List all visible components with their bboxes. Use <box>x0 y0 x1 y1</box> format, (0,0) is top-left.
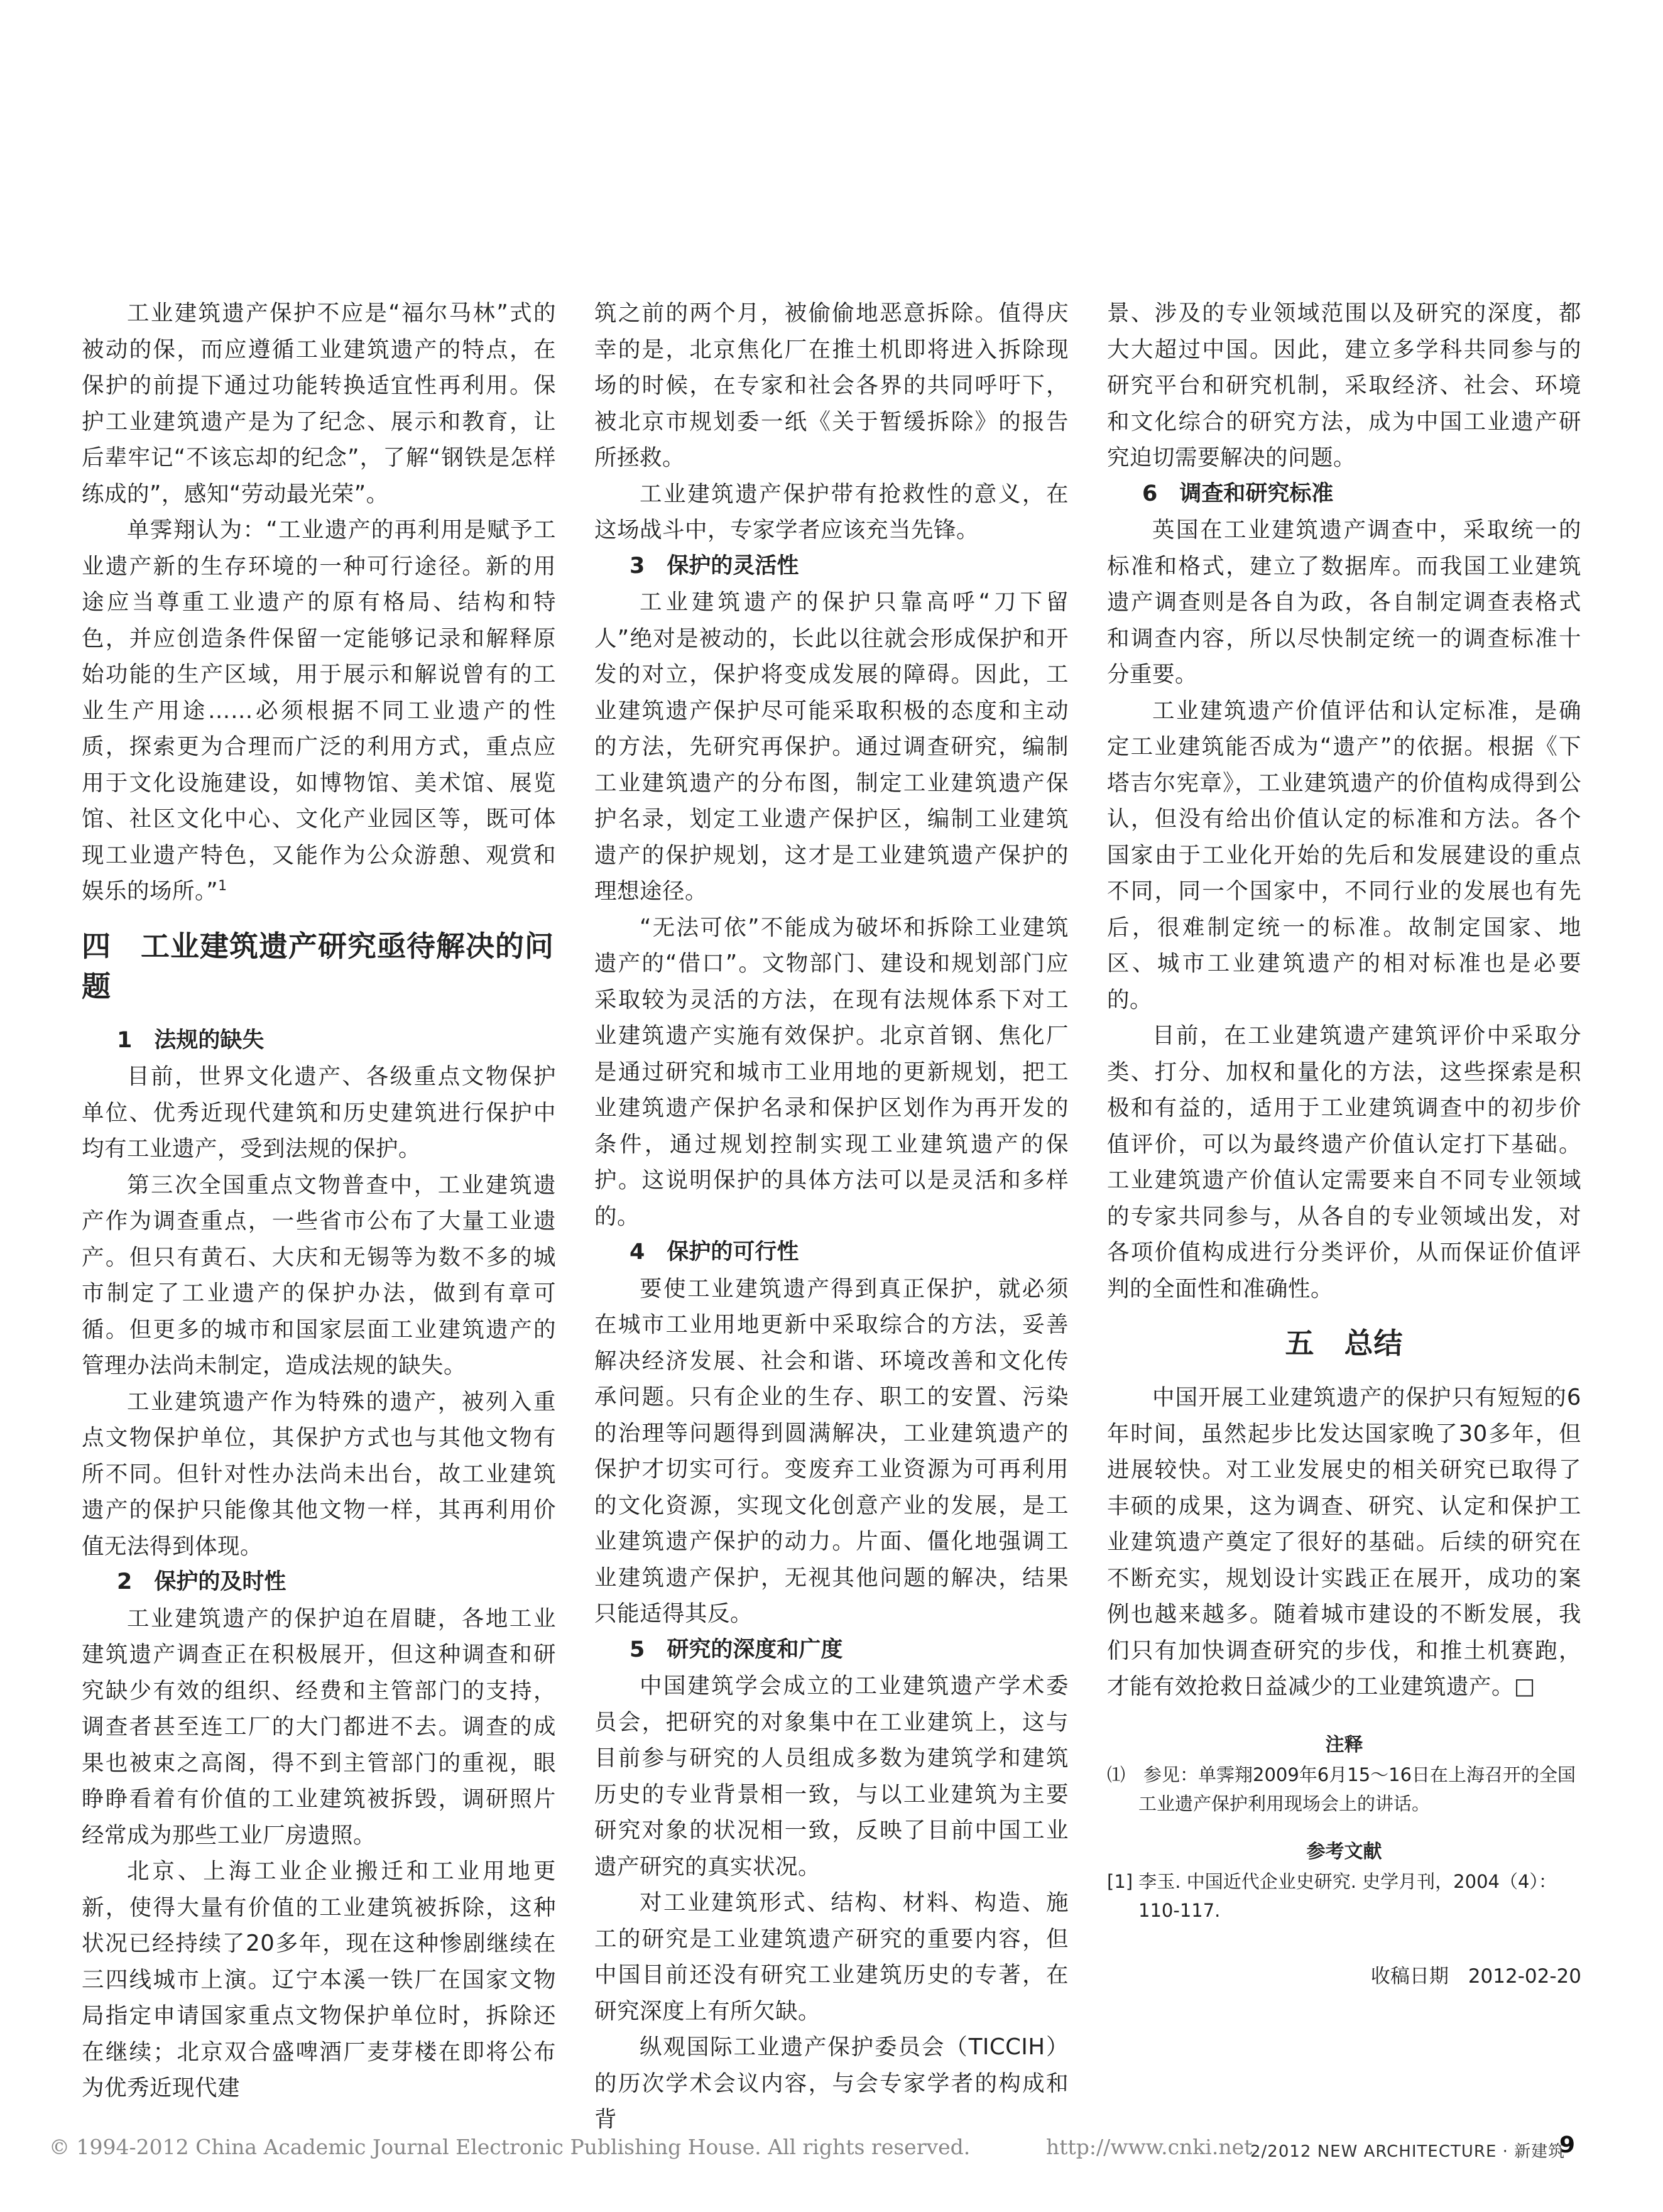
copyright-watermark: © 1994-2012 China Academic Journal Electronic Publishing House. All rights reserved. <box>49 2135 971 2159</box>
subsection-heading: 4 保护的可行性 <box>630 1239 799 1265</box>
paragraph: 北京、上海工业企业搬迁和工业用地更新，使得大量有价值的工业建筑被拆除，这种状况已经持续了20多年，现在这种惨剧继续在三四线城市上演。辽宁本溪一铁厂在国家文物局指定申请国家重点文物保护单位时，拆除还在继续；北京双合盛啤酒厂麦芽楼在即将公布为优秀近现代建 <box>82 1858 556 2101</box>
section-heading-4: 四 工业建筑遗产研究亟待解决的问题 <box>82 929 554 1003</box>
section-heading-5: 五 总结 <box>1285 1326 1404 1360</box>
received-date: 收稿日期 2012-02-20 <box>1370 1964 1581 1988</box>
paragraph: 工业建筑遗产的保护迫在眉睫，各地工业建筑遗产调查正在积极展开，但这种调查和研究缺少有效的组织、经费和主管部门的支持，调查者甚至连工厂的大门都进不去。调查的成果也被束之高阁，得不到主管部门的重视，眼睁睁看着有价值的工业建筑被拆毁，调研照片经常成为那些工业厂房遗照。 <box>82 1605 556 1848</box>
notes-title: 注释 <box>1325 1733 1363 1756</box>
footnote-ref: 1 <box>218 878 227 895</box>
paragraph: 纵观国际工业遗产保护委员会（TICCIH）的历次学术会议内容，与会专家学者的构成和背 <box>594 2034 1069 2132</box>
page-number: 9 <box>1559 2132 1576 2158</box>
subsection-heading: 2 保护的及时性 <box>117 1569 286 1594</box>
paragraph: 中国开展工业建筑遗产的保护只有短短的6年时间，虽然起步比发达国家晚了30多年，但进展较快。对工业发展史的相关研究已取得了丰硕的成果，这为调查、研究、认定和保护工业建筑遗产奠定了很好的基础。后续的研究在不断充实，规划设计实践正在展开，成功的案例也越来越多。随着城市建设的不断发展，我们只有加快调查研究的步伐，和推土机赛跑，才能有效抢救日益减少的工业建筑遗产。□ <box>1107 1385 1581 1699</box>
paragraph: 中国建筑学会成立的工业建筑遗产学术委员会，把研究的对象集中在工业建筑上，这与目前参与研究的人员组成多数为建筑学和建筑历史的专业背景相一致，与以工业建筑为主要研究对象的状况相一致，反映了目前中国工业遗产研究的真实状况。 <box>594 1673 1069 1880</box>
paragraph: 工业建筑遗产保护不应是“福尔马林”式的被动的保，而应遵循工业建筑遗产的特点，在保护的前提下通过功能转换适宜性再利用。保护工业建筑遗产是为了纪念、展示和教育，让后辈牢记“不该忘却的纪念”，了解“钢铁是怎样练成的”，感知“劳动最光荣”。 <box>82 300 556 507</box>
paragraph: 筑之前的两个月，被偷偷地恶意拆除。值得庆幸的是，北京焦化厂在推土机即将进入拆除现场的时候，在专家和社会各界的共同呼吁下，被北京市规划委一纸《关于暂缓拆除》的报告所拯救。 <box>594 300 1069 471</box>
subsection-heading: 6 调查和研究标准 <box>1142 481 1334 506</box>
references-title: 参考文献 <box>1306 1840 1382 1863</box>
reference-item: [1] 李玉. 中国近代企业史研究. 史学月刊，2004（4）：110-117. <box>1107 1870 1557 1921</box>
paragraph: “无法可依”不能成为破坏和拆除工业建筑遗产的“借口”。文物部门、建设和规划部门应采取较为灵活的方法，在现有法规体系下对工业建筑遗产实施有效保护。北京首钢、焦化厂是通过研究和城市工业用地的更新规划，把工业建筑遗产保护名录和保护区划作为再开发的条件，通过规划控制实现工业建筑遗产的保护。这说明保护的具体方法可以是灵活和多样的。 <box>594 914 1069 1229</box>
column-3 <box>1107 295 1581 1991</box>
cnki-url[interactable]: http://www.cnki.net <box>1046 2135 1253 2159</box>
subsection-heading: 5 研究的深度和广度 <box>630 1637 843 1662</box>
paragraph-quote <box>82 512 556 910</box>
subsection-heading: 3 保护的灵活性 <box>630 553 799 579</box>
paragraph: 工业建筑遗产价值评估和认定标准，是确定工业建筑能否成为“遗产”的依据。根据《下塔吉尔宪章》，工业建筑遗产的价值构成得到公认，但没有给出价值认定的标准和方法。各个国家由于工业化开始的先后和发展建设的重点不同，同一个国家中，不同行业的发展也有先后，很难制定统一的标准。故制定国家、地区、城市工业建筑遗产的相对标准也是必要的。 <box>1107 697 1581 1013</box>
subsection-heading: 1 法规的缺失 <box>117 1027 264 1053</box>
paragraph: 目前，世界文化遗产、各级重点文物保护单位、优秀近现代建筑和历史建筑进行保护中均有工业遗产，受到法规的保护。 <box>82 1064 556 1162</box>
note-item: ⑴ 参见：单霁翔2009年6月15～16日在上海召开的全国工业遗产保护利用现场会上的讲话。 <box>1107 1763 1576 1814</box>
paragraph: 工业建筑遗产作为特殊的遗产，被列入重点文物保护单位，其保护方式也与其他文物有所不同。但针对性办法尚未出台，故工业建筑遗产的保护只能像其他文物一样，其再利用价值无法得到体现。 <box>82 1388 556 1559</box>
paragraph: 工业建筑遗产的保护只靠高呼“刀下留人”绝对是被动的，长此以往就会形成保护和开发的对立，保护将变成发展的障碍。因此，工业建筑遗产保护尽可能采取积极的态度和主动的方法，先研究再保护。通过调查研究，编制工业建筑遗产的分布图，制定工业建筑遗产保护名录，划定工业遗产保护区，编制工业建筑遗产的保护规划，这才是工业建筑遗产保护的理想途径。 <box>594 589 1069 904</box>
paragraph: 目前，在工业建筑遗产建筑评价中采取分类、打分、加权和量化的方法，这些探索是积极和有益的，适用于工业建筑调查中的初步价值评价，可以为最终遗产价值认定打下基础。工业建筑遗产价值认定需要来自不同专业领域的专家共同参与，从各自的专业领域出发，对各项价值构成进行分类评价，从而保证价值评判的全面性和准确性。 <box>1107 1023 1581 1302</box>
journal-footer: 2/2012 NEW ARCHITECTURE · 新建筑 <box>1250 2142 1566 2161</box>
paragraph: 景、涉及的专业领域范围以及研究的深度，都大大超过中国。因此，建立多学科共同参与的研究平台和研究机制，采取经济、社会、环境和文化综合的研究方法，成为中国工业遗产研究迫切需要解决的问题。 <box>1107 300 1581 471</box>
paragraph: 第三次全国重点文物普查中，工业建筑遗产作为调查重点，一些省市公布了大量工业遗产。但只有黄石、大庆和无锡等为数不多的城市制定了工业遗产的保护办法，做到有章可循。但更多的城市和国家层面工业建筑遗产的管理办法尚未制定，造成法规的缺失。 <box>82 1172 556 1378</box>
paragraph-text: 单霁翔认为：“工业遗产的再利用是赋予工业遗产新的生存环境的一种可行途径。新的用途应当尊重工业遗产的原有格局、结构和特色，并应创造条件保留一定能够记录和解释原始功能的生产区域，用于展示和解说曾有的工业生产用途……必须根据不同工业遗产的性质，探索更为合理而广泛的利用方式，重点应用于文化设施建设，如博物馆、美术馆、展览馆、社区文化中心、文化产业园区等，既可体现工业遗产特色，又能作为公众游憩、观赏和娱乐的场所。” <box>82 517 556 904</box>
column-2 <box>594 295 1069 2138</box>
paragraph: 英国在工业建筑遗产调查中，采取统一的标准和格式，建立了数据库。而我国工业建筑遗产调查则是各自为政，各自制定调查表格式和调查内容，所以尽快制定统一的调查标准十分重要。 <box>1107 517 1581 687</box>
paragraph: 要使工业建筑遗产得到真正保护，就必须在城市工业用地更新中采取综合的方法，妥善解决经济发展、社会和谐、环境改善和文化传承问题。只有企业的生存、职工的安置、污染的治理等问题得到圆满解决，工业建筑遗产的保护才切实可行。变废弃工业资源为可再利用的文化资源，实现文化创意产业的发展，是工业建筑遗产保护的动力。片面、僵化地强调工业建筑遗产保护，无视其他问题的解决，结果只能适得其反。 <box>594 1275 1069 1626</box>
paragraph: 对工业建筑形式、结构、材料、构造、施工的研究是工业建筑遗产研究的重要内容，但中国目前还没有研究工业建筑历史的专著，在研究深度上有所欠缺。 <box>594 1890 1069 2024</box>
column-1 <box>82 295 556 2106</box>
paragraph: 工业建筑遗产保护带有抢救性的意义，在这场战斗中，专家学者应该充当先锋。 <box>594 481 1069 543</box>
